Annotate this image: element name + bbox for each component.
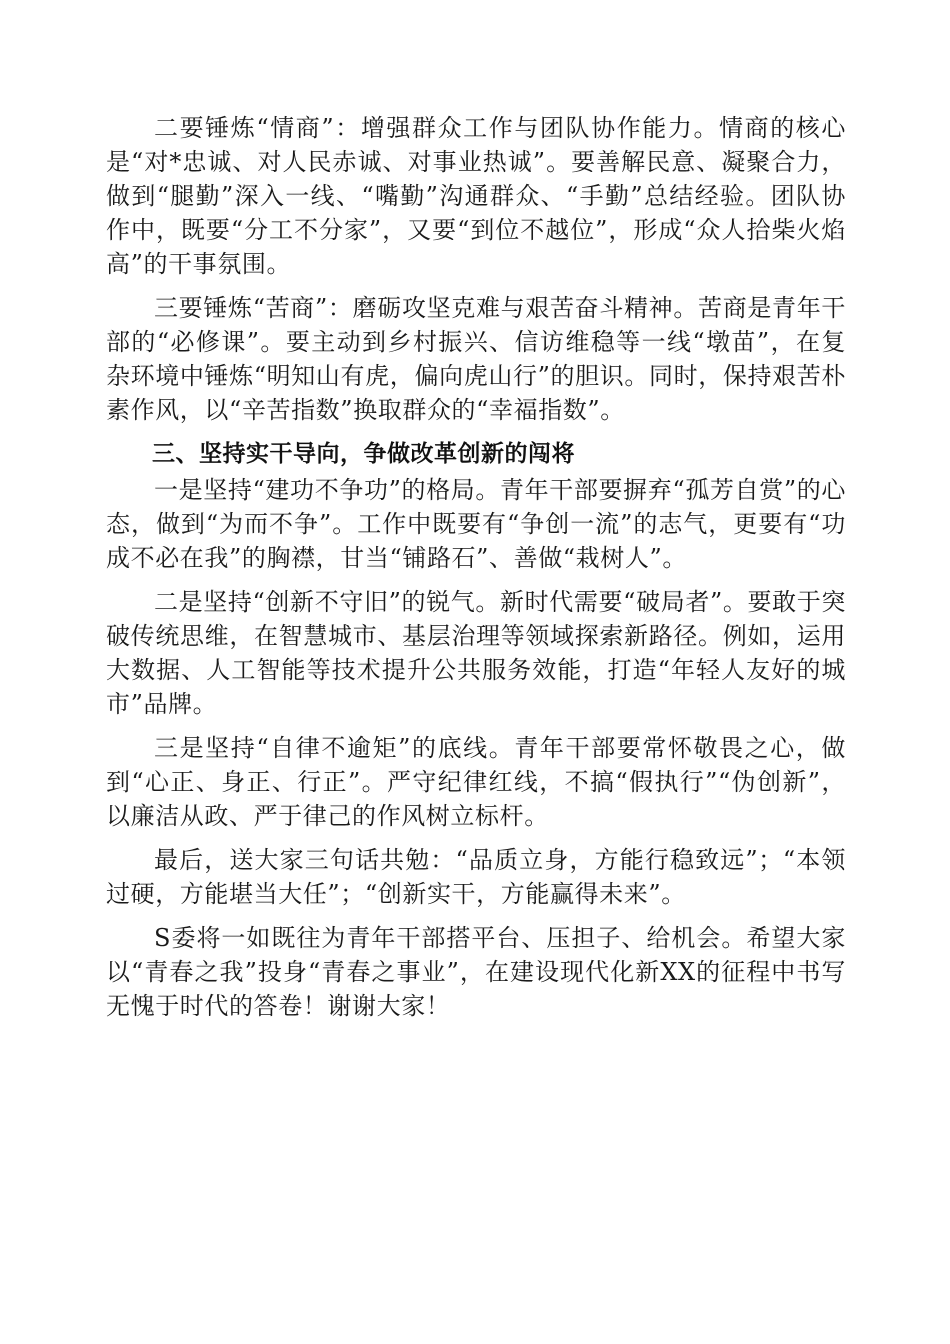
document-body	[106, 111, 846, 1033]
paragraph-final-remarks: S委将一如既往为青年干部搭平台、压担子、给机会。希望大家以“青春之我”投身“青春之事业”，在建设现代化新XX的征程中书写无愧于时代的答卷！谢谢大家！	[106, 924, 846, 1020]
paragraph-closing-mottos: 最后，送大家三句话共勉：“品质立身，方能行稳致远”；“本领过硬，方能堪当大任”；“创新实干，方能赢得未来”。	[106, 846, 846, 908]
paragraph-self-discipline: 三是坚持“自律不逾矩”的底线。青年干部要常怀敬畏之心，做到“心正、身正、行正”。严守纪律红线，不搞“假执行”“伪创新”，以廉洁从政、严于律己的作风树立标杆。	[106, 734, 846, 830]
paragraph-emotional-quotient: 二要锤炼“情商”：增强群众工作与团队协作能力。情商的核心是“对*忠诚、对人民赤诚、对事业热诚”。要善解民意、凝聚合力，做到“腿勤”深入一线、“嘴勤”沟通群众、“手勤”总结经验。团队协作中，既要“分工不分家”，又要“到位不越位”，形成“众人拾柴火焰高”的干事氛围。	[106, 114, 846, 278]
paragraph-hardship-quotient: 三要锤炼“苦商”：磨砺攻坚克难与艰苦奋斗精神。苦商是青年干部的“必修课”。要主动到乡村振兴、信访维稳等一线“墩苗”，在复杂环境中锤炼“明知山有虎，偏向虎山行”的胆识。同时，保持艰苦朴素作风，以“辛苦指数”换取群众的“幸福指数”。	[106, 294, 846, 424]
paragraph-innovation: 二是坚持“创新不守旧”的锐气。新时代需要“破局者”。要敢于突破传统思维，在智慧城市、基层治理等领域探索新路径。例如，运用大数据、人工智能等技术提升公共服务效能，打造“年轻人友好的城市”品牌。	[106, 588, 846, 718]
paragraph-achievement: 一是坚持“建功不争功”的格局。青年干部要摒弃“孤芳自赏”的心态，做到“为而不争”。工作中既要有“争创一流”的志气，更要有“功成不必在我”的胸襟，甘当“铺路石”、善做“栽树人”。	[106, 476, 846, 572]
section-heading-3: 三、坚持实干导向，争做改革创新的闯将	[152, 441, 575, 467]
